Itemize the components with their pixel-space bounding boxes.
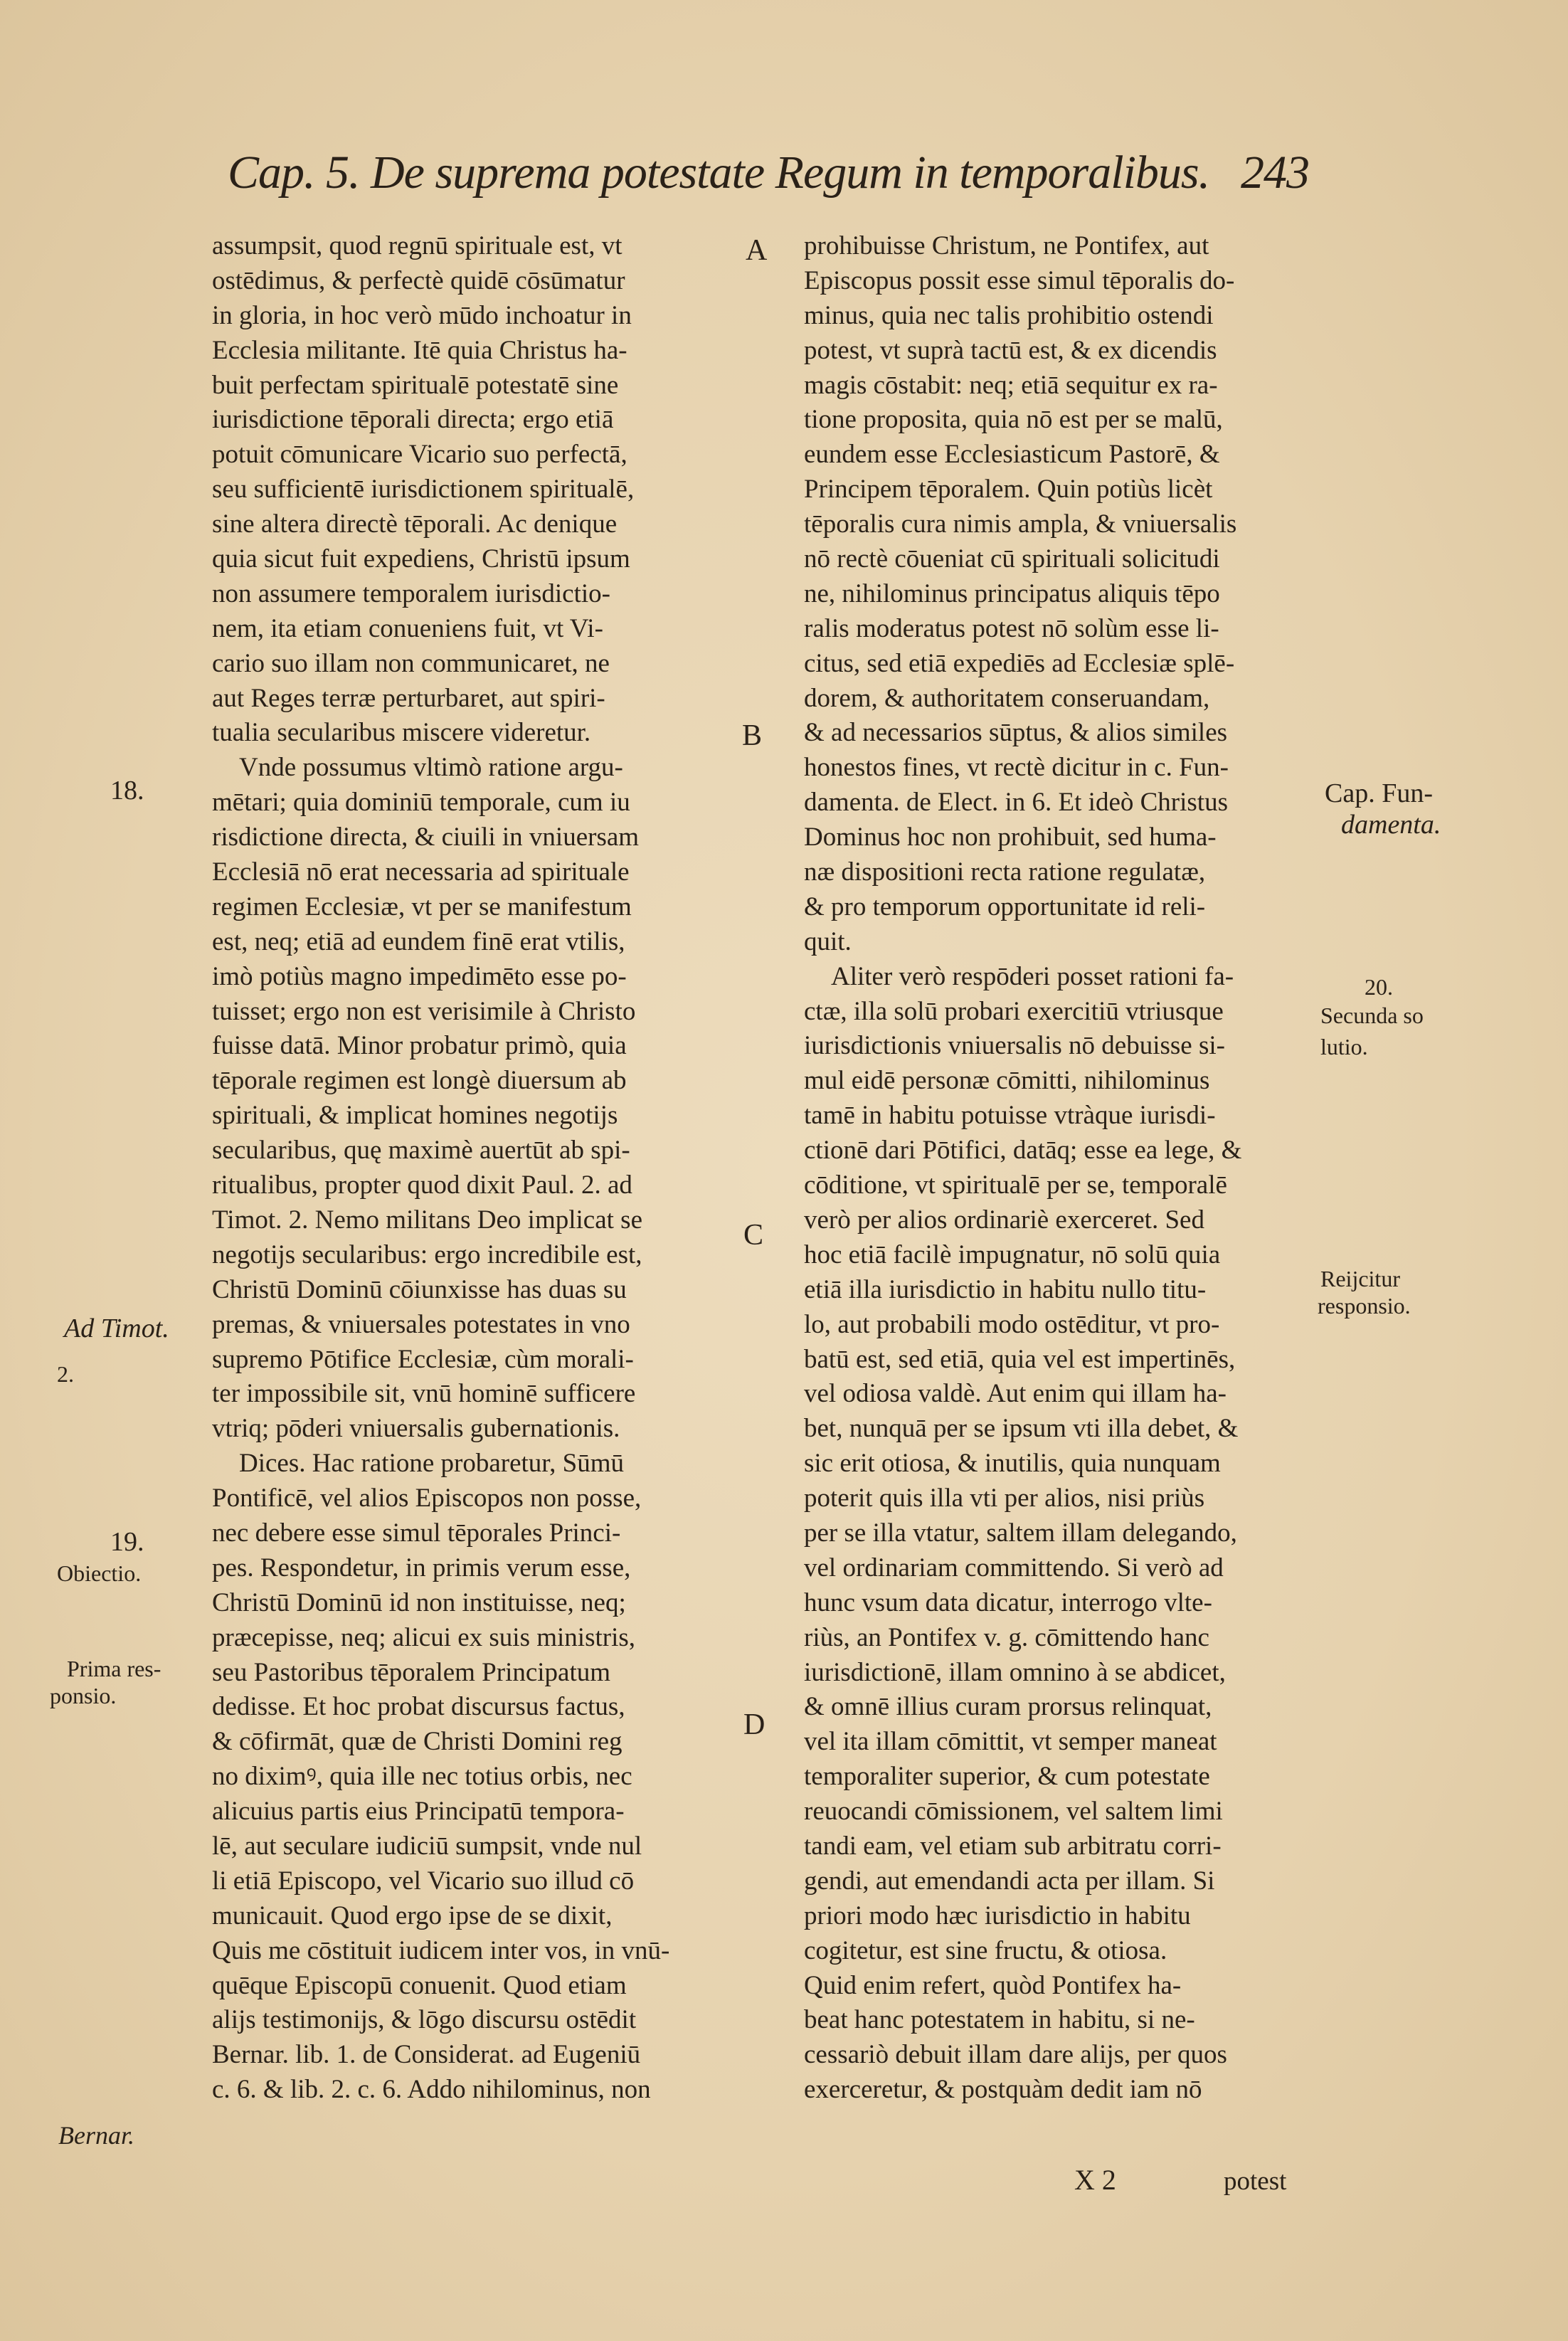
right-column-line: iurisdictionis vniuersalis nō debuisse si-	[804, 1031, 1225, 1061]
right-column-line: dorem, & authoritatem conseruandam,	[804, 683, 1210, 713]
left-column-line: ostēdimus, & perfectè quidē cōsūmatur	[212, 265, 625, 295]
right-column-line: reuocandi cōmissionem, vel saltem limi	[804, 1797, 1223, 1827]
right-column-line: damenta. de Elect. in 6. Et ideò Christus	[804, 788, 1228, 818]
margin-reijcitur-2: responsio.	[1318, 1293, 1411, 1319]
left-column-line: supremo Pōtifice Ecclesiæ, cùm morali-	[212, 1344, 634, 1374]
right-column-line: vel ordinariam committendo. Si verò ad	[804, 1553, 1224, 1582]
left-column-line: risdictione directa, & ciuili in vniuersam	[212, 823, 640, 852]
right-column-line: & ad necessarios sūptus, & alios similes	[804, 718, 1228, 748]
right-column-line: sic erit otiosa, & inutilis, quia nunquam	[804, 1449, 1221, 1479]
right-column	[804, 229, 1316, 2108]
left-column-line: nec debere esse simul tēporales Princi-	[212, 1518, 621, 1548]
left-column-line: mētari; quia dominiū temporale, cum iu	[212, 788, 630, 818]
right-column-line: quit.	[804, 926, 852, 956]
margin-ad-timot: Ad Timot.	[64, 1314, 169, 1343]
right-column-line: ne, nihilominus principatus aliquis tēpo	[804, 578, 1220, 608]
right-column-line: etiā illa iurisdictio in habitu nullo titu-	[804, 1274, 1207, 1304]
right-column-line: temporaliter superior, & cum potestate	[804, 1762, 1210, 1792]
running-header	[228, 146, 1309, 210]
left-column-line: municauit. Quod ergo ipse de se dixit,	[212, 1901, 613, 1930]
left-column-line: ritualibus, propter quod dixit Paul. 2. ad	[212, 1170, 632, 1200]
margin-prima-responsio-1: Prima res-	[67, 1656, 161, 1681]
left-column-line: alicuius partis eius Principatū tempora-	[212, 1797, 625, 1827]
left-column-line: Timot. 2. Nemo militans Deo implicat se	[212, 1205, 642, 1235]
left-column-line: Christū Dominū id non instituisse, neq;	[212, 1587, 626, 1617]
left-column-line: secularibus, quę maximè auertūt ab spi-	[212, 1136, 630, 1166]
right-column-line: Dominus hoc non prohibuit, sed huma-	[804, 823, 1217, 852]
left-column-line: iurisdictione tēporali directa; ergo etiā	[212, 405, 614, 435]
left-column-line: in gloria, in hoc verò mūdo inchoatur in	[212, 300, 632, 330]
left-column-line: premas, & vniuersales potestates in vno	[212, 1309, 630, 1339]
margin-cap-fundamenta-1: Cap. Fun-	[1325, 778, 1433, 808]
left-column-line: sine altera directè tēporali. Ac denique	[212, 509, 618, 539]
left-column-line: ter impossibile sit, vnū hominē sufficere	[212, 1379, 636, 1409]
right-column-line: cogitetur, est sine fructu, & otiosa.	[804, 1935, 1167, 1965]
section-marker-b: B	[742, 719, 763, 752]
left-column-line: imò potiùs magno impedimēto esse po-	[212, 961, 627, 991]
right-column-line: tandi eam, vel etiam sub arbitratu corri-	[804, 1831, 1222, 1861]
right-column-line: cōditione, vt spiritualē per se, temporalē	[804, 1170, 1227, 1200]
running-title: Cap. 5. De suprema potestate Regum in temporalibus.	[228, 147, 1210, 199]
right-column-line: poterit quis illa vti per alios, nisi priùs	[804, 1484, 1205, 1513]
left-column-line: Ecclesiā nō erat necessaria ad spirituale	[212, 857, 630, 887]
left-column-line: & cōfirmāt, quæ de Christi Domini reg	[212, 1727, 623, 1757]
margin-secunda-solutio-1: Secunda so	[1320, 1003, 1424, 1028]
section-marker-a: A	[746, 234, 768, 267]
margin-bernar: Bernar.	[58, 2121, 134, 2150]
left-column	[212, 229, 724, 2108]
left-column-line: buit perfectam spiritualē potestatē sine	[212, 370, 619, 400]
margin-secunda-solutio-2: lutio.	[1320, 1034, 1368, 1059]
page-number: 243	[1241, 147, 1309, 199]
left-column-line: assumpsit, quod regnū spirituale est, vt	[212, 231, 623, 260]
margin-cap-fundamenta-2: damenta.	[1341, 810, 1441, 840]
right-column-line: lo, aut probabili modo ostēditur, vt pro-	[804, 1309, 1220, 1339]
section-marker-d: D	[743, 1708, 766, 1741]
left-column-line: regimen Ecclesiæ, vt per se manifestum	[212, 892, 632, 921]
right-column-line: hoc etiā facilè impugnatur, nō solū quia	[804, 1240, 1221, 1269]
margin-reijcitur-1: Reijcitur	[1320, 1266, 1400, 1291]
left-column-line: cario suo illam non communicaret, ne	[212, 648, 610, 678]
right-column-line: ctæ, illa solū probari exercitiū vtriusque	[804, 996, 1224, 1026]
right-column-line: prohibuisse Christum, ne Pontifex, aut	[804, 231, 1209, 260]
right-column-line: citus, sed etiā expediēs ad Ecclesiæ splē-	[804, 648, 1235, 678]
margin-number-18: 18.	[110, 776, 144, 805]
left-column-line: no diximꝰ, quia ille nec totius orbis, nec	[212, 1762, 632, 1792]
right-column-line: nō rectè cōueniat cū spirituali solicitudi	[804, 544, 1220, 574]
right-column-line: Quid enim refert, quòd Pontifex ha-	[804, 1970, 1182, 2000]
right-column-line: Episcopus possit esse simul tēporalis do-	[804, 265, 1235, 295]
left-column-line: est, neq; etiā ad eundem finē erat vtilis,	[212, 926, 625, 956]
right-column-line: hunc vsum data dicatur, interrogo vlte-	[804, 1587, 1212, 1617]
right-column-line: Aliter verò respōderi posset rationi fa-	[831, 961, 1234, 991]
left-column-line: alijs testimonijs, & lōgo discursu ostēdit	[212, 2005, 637, 2035]
left-column-line: aut Reges terræ perturbaret, aut spiri-	[212, 683, 605, 713]
left-column-line: quēque Episcopū conuenit. Quod etiam	[212, 1970, 627, 2000]
right-column-line: per se illa vtatur, saltem illam delegando,	[804, 1518, 1237, 1548]
right-column-line: eundem esse Ecclesiasticum Pastorē, &	[804, 440, 1220, 470]
left-column-line: Dices. Hac ratione probaretur, Sūmū	[239, 1449, 624, 1479]
margin-prima-responsio-2: ponsio.	[50, 1683, 117, 1708]
signature-mark: X 2	[1074, 2164, 1116, 2196]
right-column-line: exerceretur, & postquàm dedit iam nō	[804, 2075, 1202, 2105]
left-column-line: Christū Dominū cōiunxisse has duas su	[212, 1274, 627, 1304]
right-column-line: verò per alios ordinariè exerceret. Sed	[804, 1205, 1204, 1235]
right-column-line: & omnē illius curam prorsus relinquat,	[804, 1692, 1212, 1722]
left-column-line: seu Pastoribus tēporalem Principatum	[212, 1657, 611, 1687]
right-column-line: tione proposita, quia nō est per se malū,	[804, 405, 1223, 435]
section-marker-c: C	[743, 1219, 764, 1252]
left-column-line: Pontificē, vel alios Episcopos non posse,	[212, 1484, 642, 1513]
left-column-line: dedisse. Et hoc probat discursus factus,	[212, 1692, 625, 1722]
margin-ad-timot-number: 2.	[57, 1361, 74, 1387]
right-column-line: Principem tēporalem. Quin potiùs licèt	[804, 475, 1213, 504]
left-column-line: pes. Respondetur, in primis verum esse,	[212, 1553, 631, 1582]
right-column-line: ralis moderatus potest nō solùm esse li-	[804, 613, 1219, 643]
right-column-line: næ dispositioni recta ratione regulatæ,	[804, 857, 1206, 887]
left-column-line: li etiā Episcopo, vel Vicario suo illud cō	[212, 1866, 635, 1896]
catchword: potest	[1224, 2167, 1287, 2196]
right-column-line: mul eidē personæ cōmitti, nihilominus	[804, 1066, 1210, 1096]
right-column-line: vel odiosa valdè. Aut enim qui illam ha-	[804, 1379, 1227, 1409]
left-column-line: quia sicut fuit expediens, Christū ipsum	[212, 544, 630, 574]
left-column-line: nem, ita etiam conueniens fuit, vt Vi-	[212, 613, 603, 643]
right-column-line: vel ita illam cōmittit, vt semper maneat	[804, 1727, 1217, 1757]
right-column-line: ctionē dari Pōtifici, datāq; esse ea lege, &	[804, 1136, 1242, 1166]
left-column-line: Ecclesia militante. Itē quia Christus ha-	[212, 335, 627, 365]
right-column-line: magis cōstabit: neq; etiā sequitur ex ra-	[804, 370, 1218, 400]
left-column-line: potuit cōmunicare Vicario suo perfectā,	[212, 440, 627, 470]
right-column-line: beat hanc potestatem in habitu, si ne-	[804, 2005, 1195, 2035]
right-column-line: bet, nunquā per se ipsum vti illa debet, &	[804, 1414, 1239, 1444]
left-column-line: spirituali, & implicat homines negotijs	[212, 1101, 618, 1131]
right-column-line: tamē in habitu potuisse vtràque iurisdi-	[804, 1101, 1216, 1131]
right-column-line: batū est, sed etiā, quia vel est impertinēs,	[804, 1344, 1236, 1374]
left-column-line: non assumere temporalem iurisdictio-	[212, 578, 610, 608]
left-column-line: præcepisse, neq; alicui ex suis ministris,	[212, 1622, 635, 1652]
left-column-line: tualia secularibus miscere videretur.	[212, 718, 591, 748]
left-column-line: lē, aut seculare iudiciū sumpsit, vnde nul	[212, 1831, 642, 1861]
left-column-line: Bernar. lib. 1. de Considerat. ad Eugeniū	[212, 2040, 641, 2070]
left-column-line: seu sufficientē iurisdictionem spiritualē,	[212, 475, 635, 504]
margin-number-20: 20.	[1365, 974, 1393, 1000]
right-column-line: cessariò debuit illam dare alijs, per quos	[804, 2040, 1227, 2070]
right-column-line: riùs, an Pontifex v. g. cōmittendo hanc	[804, 1622, 1209, 1652]
right-column-line: tēporalis cura nimis ampla, & vniuersalis	[804, 509, 1237, 539]
left-column-line: vtriq; pōderi vniuersalis gubernationis.	[212, 1414, 620, 1444]
left-column-line: c. 6. & lib. 2. c. 6. Addo nihilominus, non	[212, 2075, 651, 2105]
right-column-line: iurisdictionē, illam omnino à se abdicet,	[804, 1657, 1226, 1687]
right-column-line: gendi, aut emendandi acta per illam. Si	[804, 1866, 1215, 1896]
left-column-line: Vnde possumus vltimò ratione argu-	[239, 753, 623, 783]
left-column-line: negotijs secularibus: ergo incredibile est,	[212, 1240, 642, 1269]
left-column-line: fuisse datā. Minor probatur primò, quia	[212, 1031, 627, 1061]
margin-obiectio: Obiectio.	[57, 1560, 142, 1586]
margin-number-19: 19.	[110, 1527, 144, 1557]
right-column-line: honestos fines, vt rectè dicitur in c. Fun-	[804, 753, 1229, 783]
left-column-line: Quis me cōstituit iudicem inter vos, in vnū-	[212, 1935, 670, 1965]
right-column-line: minus, quia nec talis prohibitio ostendi	[804, 300, 1214, 330]
left-column-line: tēporale regimen est longè diuersum ab	[212, 1066, 627, 1096]
right-column-line: & pro temporum opportunitate id reli-	[804, 892, 1206, 921]
right-column-line: potest, vt suprà tactū est, & ex dicendis	[804, 335, 1217, 365]
left-column-line: tuisset; ergo non est verisimile à Christo	[212, 996, 636, 1026]
right-column-line: priori modo hæc iurisdictio in habitu	[804, 1901, 1191, 1930]
